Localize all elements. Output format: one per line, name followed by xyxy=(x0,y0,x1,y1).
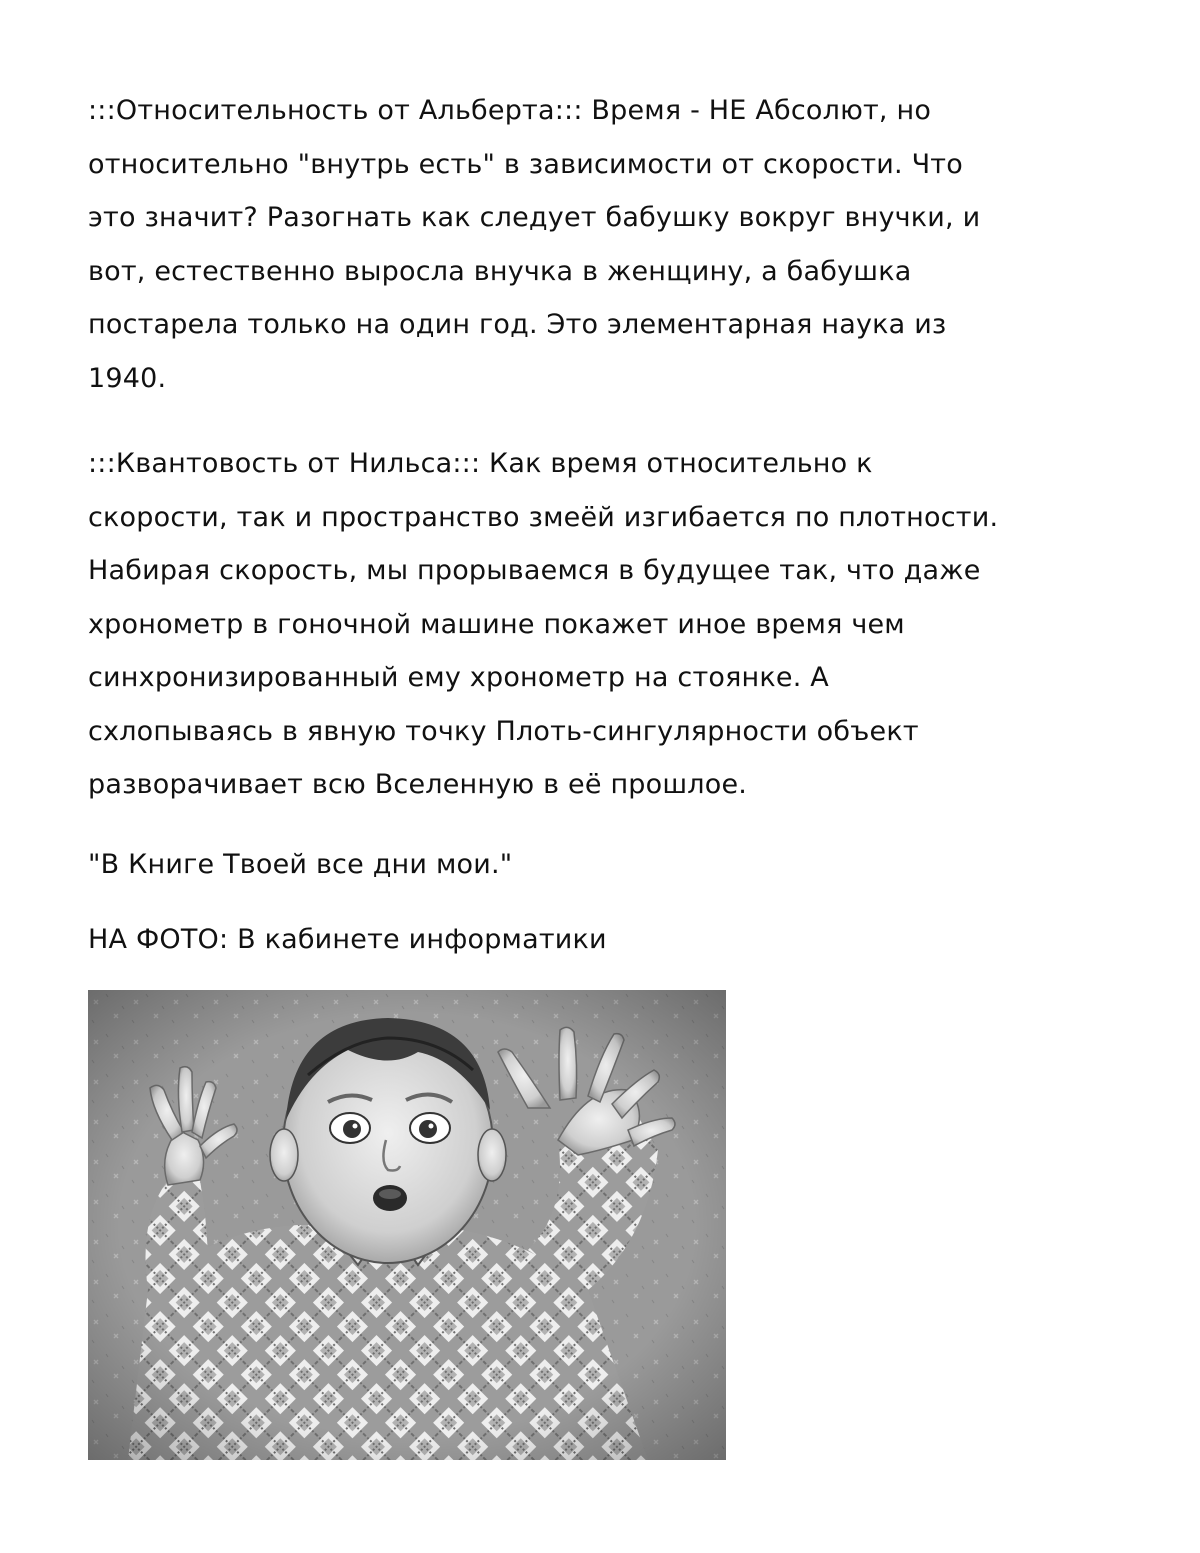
text-line: схлопываясь в явную точку Плоть-сингулярности объект xyxy=(88,715,919,747)
text-line: :::Квантовость от Нильса::: Как время относительно к xyxy=(88,448,873,479)
text-line: это значит? Разогнать как следует бабушку вокруг внучки, и xyxy=(88,202,981,233)
photo-caption xyxy=(88,913,1128,967)
text-line: разворачивает всю Вселенную в её прошлое. xyxy=(88,769,748,800)
quote-line xyxy=(88,838,1128,892)
text-line: постарела только на один год. Это элементарная наука из xyxy=(88,309,947,340)
paragraph-quantum xyxy=(88,437,1128,812)
photo-image xyxy=(88,990,726,1460)
text-line: 1940. xyxy=(88,362,167,394)
text-line: :::Относительность от Альберта::: Время - НЕ Абсолют, но xyxy=(88,95,932,126)
photo-child-hands-raised xyxy=(88,990,726,1460)
paragraph-relativity xyxy=(88,84,1128,405)
text-line: хронометр в гоночной машине покажет иное время чем xyxy=(88,608,905,640)
text-line: относительно "внутрь есть" в зависимости от скорости. Что xyxy=(88,148,963,180)
text-line: скорости, так и пространство змеёй изгибается по плотности. xyxy=(88,501,999,533)
caption-text: НА ФОТО: В кабинете информатики xyxy=(88,924,607,955)
text-line: синхронизированный ему хронометр на стоянке. А xyxy=(88,662,829,693)
text-line: Набирая скорость, мы прорываемся в будущее так, что даже xyxy=(88,555,981,586)
quote-text: "В Книге Твоей все дни мои." xyxy=(88,849,513,880)
text-line: вот, естественно выросла внучка в женщину, а бабушка xyxy=(88,255,912,287)
